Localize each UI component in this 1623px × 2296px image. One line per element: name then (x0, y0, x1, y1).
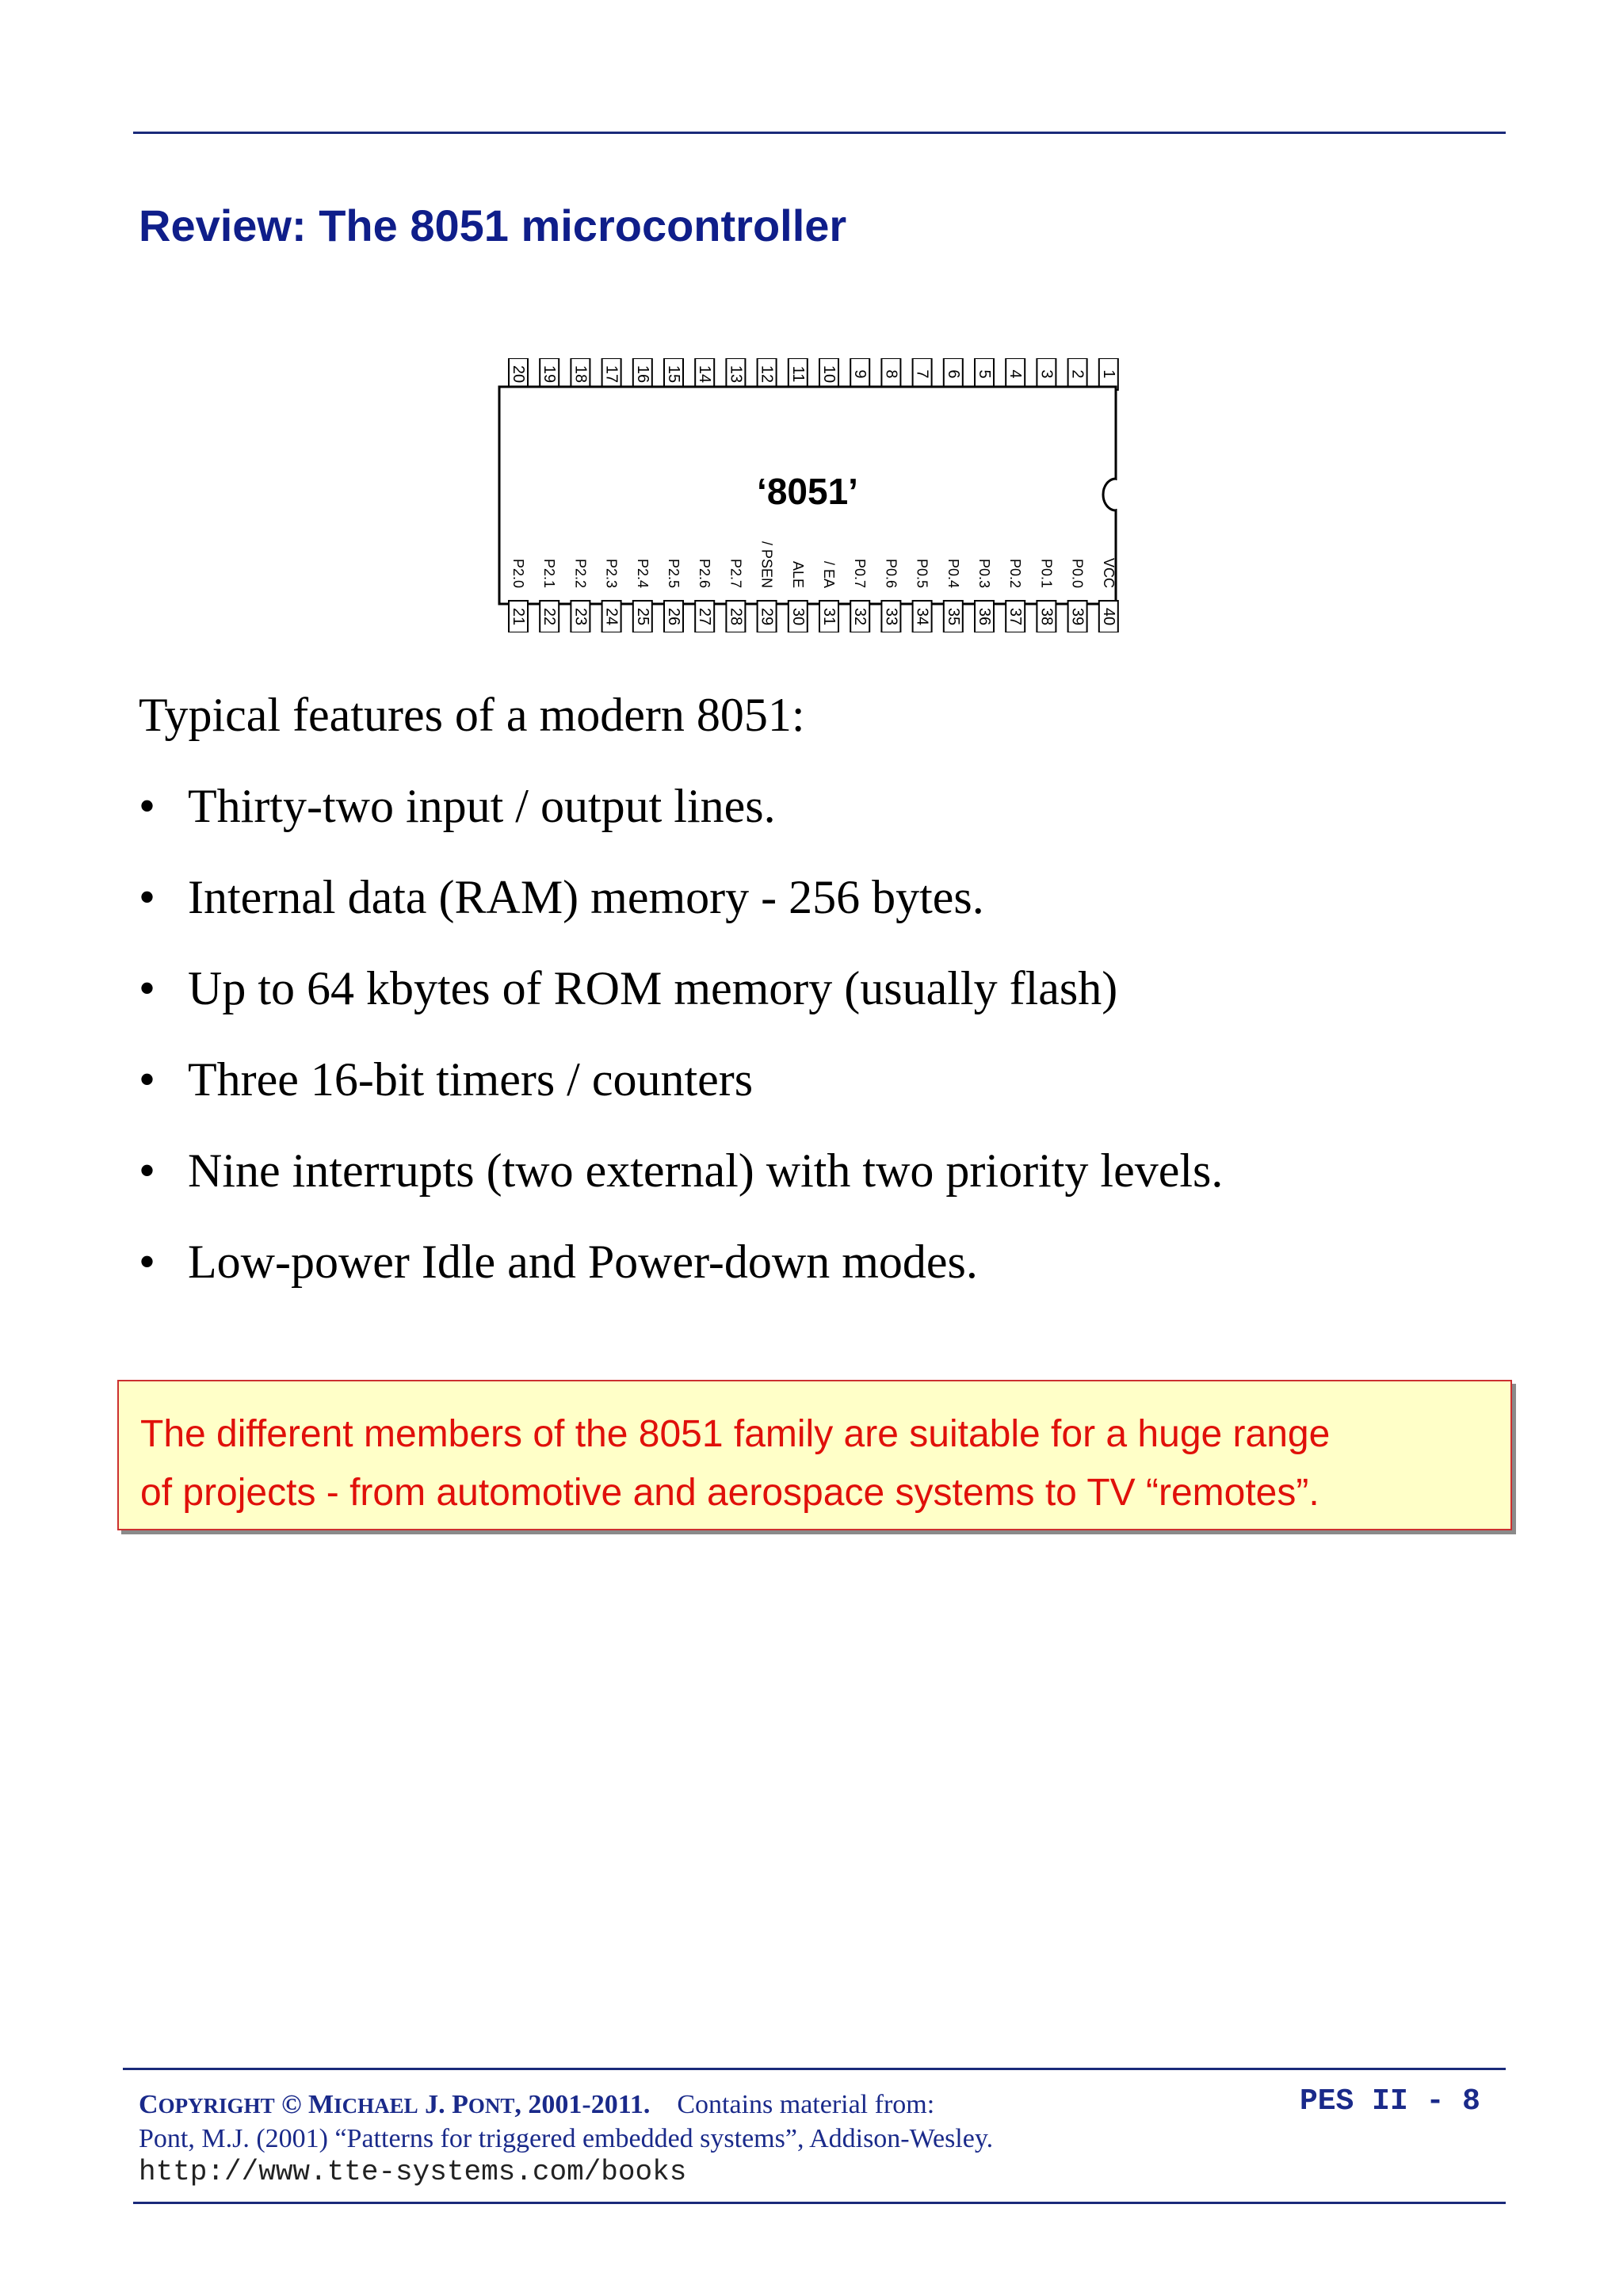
footer-copyright-line (139, 2088, 1486, 2122)
pin-number: 17 (602, 365, 621, 384)
pin-label: P0.1 (1038, 558, 1055, 588)
pin-label: P2.5 (666, 558, 682, 588)
top-rule (133, 132, 1506, 134)
pin-number: 1 (1099, 369, 1117, 379)
bullet: • (139, 962, 156, 1014)
pin-number: 27 (696, 607, 714, 626)
pin-label: / EA (821, 560, 837, 588)
pin-label: P0.3 (976, 558, 992, 588)
pin-label: P2.1 (541, 558, 558, 588)
pin-number: 24 (602, 607, 621, 626)
pin-number: 36 (976, 607, 993, 626)
pin-label: P2.4 (634, 558, 651, 588)
bullet: • (139, 1144, 156, 1197)
pin-label: P0.5 (914, 558, 930, 588)
pin-label: P0.7 (852, 558, 869, 588)
pin-number: 34 (913, 607, 931, 626)
pin-number: 8 (882, 369, 900, 379)
pin-number: 29 (758, 607, 776, 626)
pin-number: 4 (1006, 369, 1025, 379)
pin-label: P2.3 (603, 558, 620, 588)
pin-number: 13 (727, 365, 745, 384)
pin-number: 20 (510, 365, 527, 384)
pin-label: / PSEN (758, 541, 775, 588)
list-item (139, 778, 1223, 869)
pin-label: P0.2 (1007, 558, 1024, 588)
pin-number: 16 (633, 365, 651, 384)
pin-number: 18 (571, 365, 590, 384)
callout-line: of projects - from automotive and aerospace systems to TV “remotes”. (140, 1472, 1319, 1514)
notch-cover (1114, 480, 1119, 509)
footer-bottom-rule (133, 2202, 1506, 2204)
footer (139, 2088, 1486, 2189)
callout-box (117, 1380, 1512, 1530)
pin-number: 6 (944, 369, 962, 379)
pin-number: 19 (540, 365, 559, 384)
pin-number: 32 (851, 607, 869, 626)
pin-number: 2 (1068, 369, 1086, 379)
pin-label: P0.4 (945, 558, 961, 588)
callout-line: The different members of the 8051 family are suitable for a huge range (140, 1413, 1331, 1455)
pin-number: 39 (1068, 607, 1086, 626)
source-url: http://www.tte-systems.com/books (139, 2156, 687, 2188)
list-item (139, 869, 1223, 961)
pin-number: 37 (1006, 607, 1025, 626)
copyright-notice: COPYRIGHT © MICHAEL J. PONT, 2001-2011. (139, 2090, 651, 2119)
pin-number: 5 (976, 369, 993, 379)
pin-number: 26 (665, 607, 682, 626)
pin-number: 40 (1099, 607, 1117, 626)
pin-number: 31 (820, 607, 838, 626)
feature-text: Low-power Idle and Power-down modes. (188, 1236, 978, 1288)
page-title: Review: The 8051 microcontroller (139, 201, 847, 250)
pin-number: 14 (696, 365, 714, 384)
feature-text: Nine interrupts (two external) with two priority levels. (188, 1144, 1224, 1197)
pin-label: P0.6 (883, 558, 899, 588)
pin-label: P2.7 (727, 558, 744, 588)
footer-top-rule (123, 2068, 1506, 2070)
list-item (139, 961, 1223, 1052)
chip-name: ‘8051’ (757, 471, 858, 512)
pin-number: 33 (882, 607, 900, 626)
bullet: • (139, 1236, 156, 1288)
pin-number: 22 (540, 607, 559, 626)
list-item (139, 1234, 1223, 1325)
feature-text: Up to 64 kbytes of ROM memory (usually flash) (188, 962, 1118, 1014)
feature-text: Thirty-two input / output lines. (188, 780, 776, 832)
feature-text: Three 16-bit timers / counters (188, 1053, 754, 1106)
pin-number: 11 (789, 365, 807, 383)
pin-label: VCC (1100, 557, 1117, 588)
pin-label: P2.2 (572, 558, 589, 588)
feature-list (139, 778, 1223, 1325)
bullet: • (139, 1053, 156, 1106)
pin-number: 21 (510, 607, 527, 626)
pin-number: 3 (1037, 369, 1056, 379)
pin-label: P2.6 (697, 558, 713, 588)
pin-number: 15 (665, 365, 682, 384)
pin-label: P0.0 (1069, 558, 1086, 588)
pin-number: 7 (913, 369, 931, 379)
pin-number: 23 (571, 607, 590, 626)
source-prefix: Contains material from: (677, 2090, 935, 2119)
page-number: PES II - 8 (1299, 2084, 1480, 2118)
pin-number: 28 (727, 607, 745, 626)
list-item (139, 1143, 1223, 1234)
bullet: • (139, 871, 156, 923)
features-intro: Typical features of a modern 8051: (139, 689, 805, 741)
pin-number: 30 (789, 607, 807, 626)
pin-number: 10 (820, 365, 838, 384)
bullet: • (139, 780, 156, 832)
pin-number: 9 (851, 369, 869, 379)
pin-number: 35 (944, 607, 962, 626)
feature-text: Internal data (RAM) memory - 256 bytes. (188, 871, 984, 923)
source-citation: Pont, M.J. (2001) “Patterns for triggered embedded systems”, Addison-Wesley. (139, 2124, 994, 2153)
pin-label: P2.0 (510, 558, 526, 588)
pin-label: ALE (789, 560, 806, 588)
list-item (139, 1052, 1223, 1143)
chip-pinout-diagram (491, 358, 1133, 632)
pin-number: 12 (758, 365, 776, 384)
pin-number: 25 (633, 607, 651, 626)
pin-number: 38 (1037, 607, 1056, 626)
